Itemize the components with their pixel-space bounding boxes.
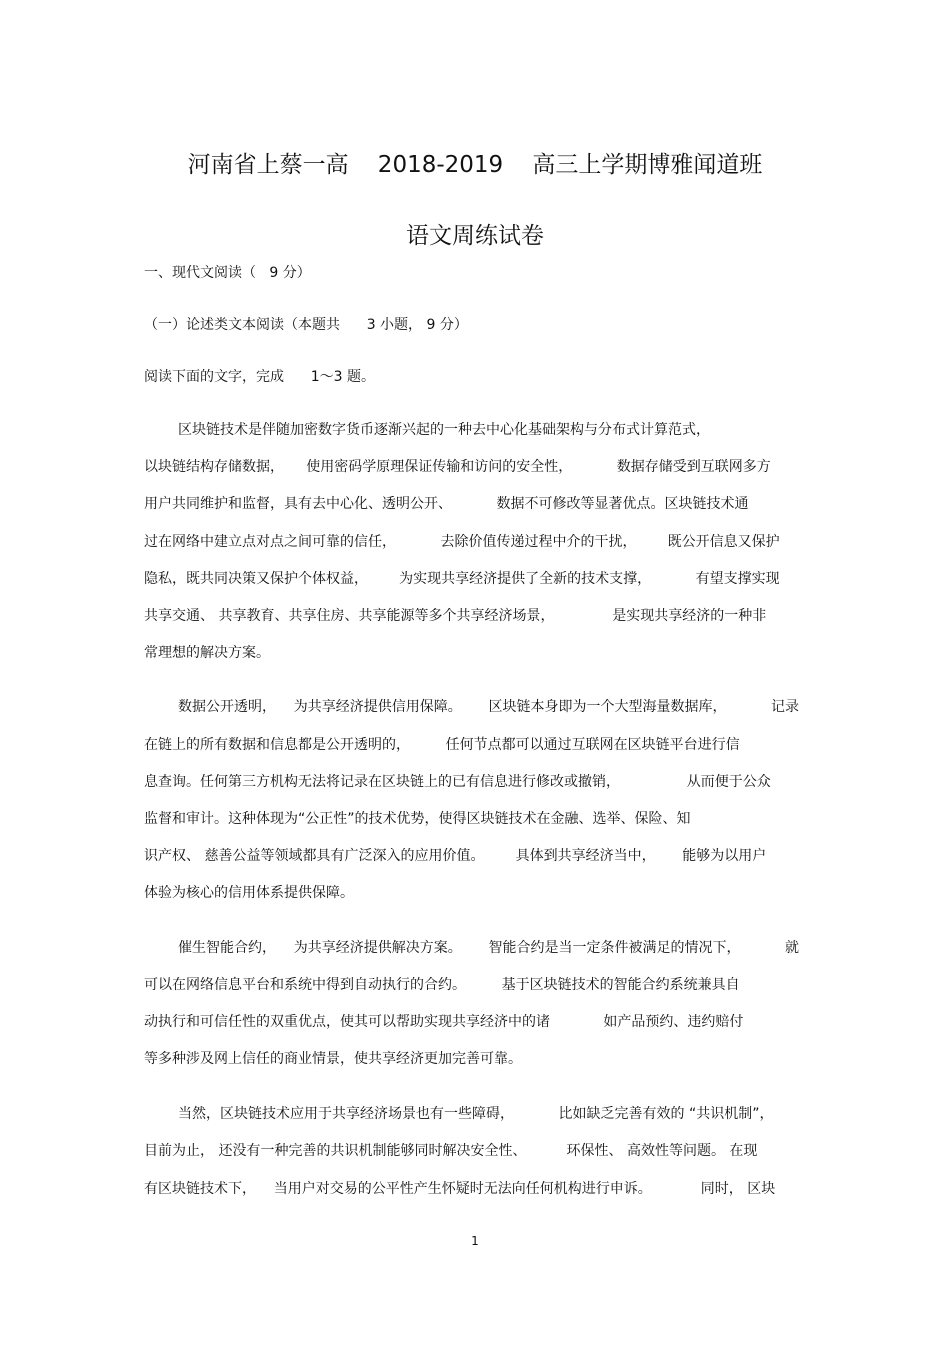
paragraph-line: 息查询。任何第三方机构无法将记录在区块链上的已有信息进行修改或撤销， 从而便于公众 [144,774,771,790]
paragraph-line: 用户共同维护和监督，具有去中心化、透明公开、 数据不可修改等显著优点。区块链技术通 [144,496,749,512]
paragraph-line: 当然，区块链技术应用于共享经济场景也有一些障碍， 比如缺乏完善有效的 “共识机制”， [178,1106,774,1122]
paragraph-line: 监督和审计。这种体现为“公正性”的技术优势，使得区块链技术在金融、选举、保险、知 [144,811,691,827]
subsection-heading: （一）论述类文本阅读（本题共 3 小题， 9 分） [144,317,468,333]
paragraph-line: 区块链技术是伴随加密数字货币逐渐兴起的一种去中心化基础架构与分布式计算范式， [178,422,710,438]
paragraph-line: 等多种涉及网上信任的商业情景，使共享经济更加完善可靠。 [144,1051,522,1067]
paragraph-line: 可以在网络信息平台和系统中得到自动执行的合约。 基于区块链技术的智能合约系统兼具自 [144,977,740,993]
paragraph-line: 常理想的解决方案。 [144,645,270,661]
paragraph-line: 数据公开透明， 为共享经济提供信用保障。 区块链本身即为一个大型海量数据库， 记录 [178,699,800,715]
paragraph-line: 以块链结构存储数据， 使用密码学原理保证传输和访问的安全性， 数据存储受到互联网多方 [144,459,771,475]
document-title: 河南省上蔡一高 2018-2019 高三上学期博雅闻道班 [187,152,763,178]
paragraph-line: 过在网络中建立点对点之间可靠的信任， 去除价值传递过程中介的干扰， 既公开信息又保护 [144,534,780,550]
reading-instruction: 阅读下面的文字，完成 1～3 题。 [144,369,375,385]
paragraph-line: 目前为止， 还没有一种完善的共识机制能够同时解决安全性、 环保性、 高效性等问题。 在现 [144,1143,758,1159]
paragraph-line: 隐私，既共同决策又保护个体权益， 为实现共享经济提供了全新的技术支撑， 有望支撑实现 [144,571,780,587]
paragraph-line: 催生智能合约， 为共享经济提供解决方案。 智能合约是当一定条件被满足的情况下， 就 [178,940,800,956]
paragraph-line: 在链上的所有数据和信息都是公开透明的， 任何节点都可以通过互联网在区块链平台进行信 [144,737,740,753]
paragraph-line: 识产权、 慈善公益等领域都具有广泛深入的应用价值。 具体到共享经济当中， 能够为以用户 [144,848,767,864]
paragraph-line: 共享交通、 共享教育、共享住房、共享能源等多个共享经济场景， 是实现共享经济的一种非 [144,608,767,624]
document-subtitle: 语文周练试卷 [406,223,544,249]
page-number: 1 [471,1234,479,1248]
paragraph-line: 动执行和可信任性的双重优点，使其可以帮助实现共享经济中的诸 如产品预约、违约赔付 [144,1014,744,1030]
section-heading: 一、现代文阅读（ 9 分） [144,265,311,281]
paragraph-line: 体验为核心的信用体系提供保障。 [144,885,354,901]
paragraph-line: 有区块链技术下， 当用户对交易的公平性产生怀疑时无法向任何机构进行申诉。 同时， 区块 [144,1181,776,1197]
